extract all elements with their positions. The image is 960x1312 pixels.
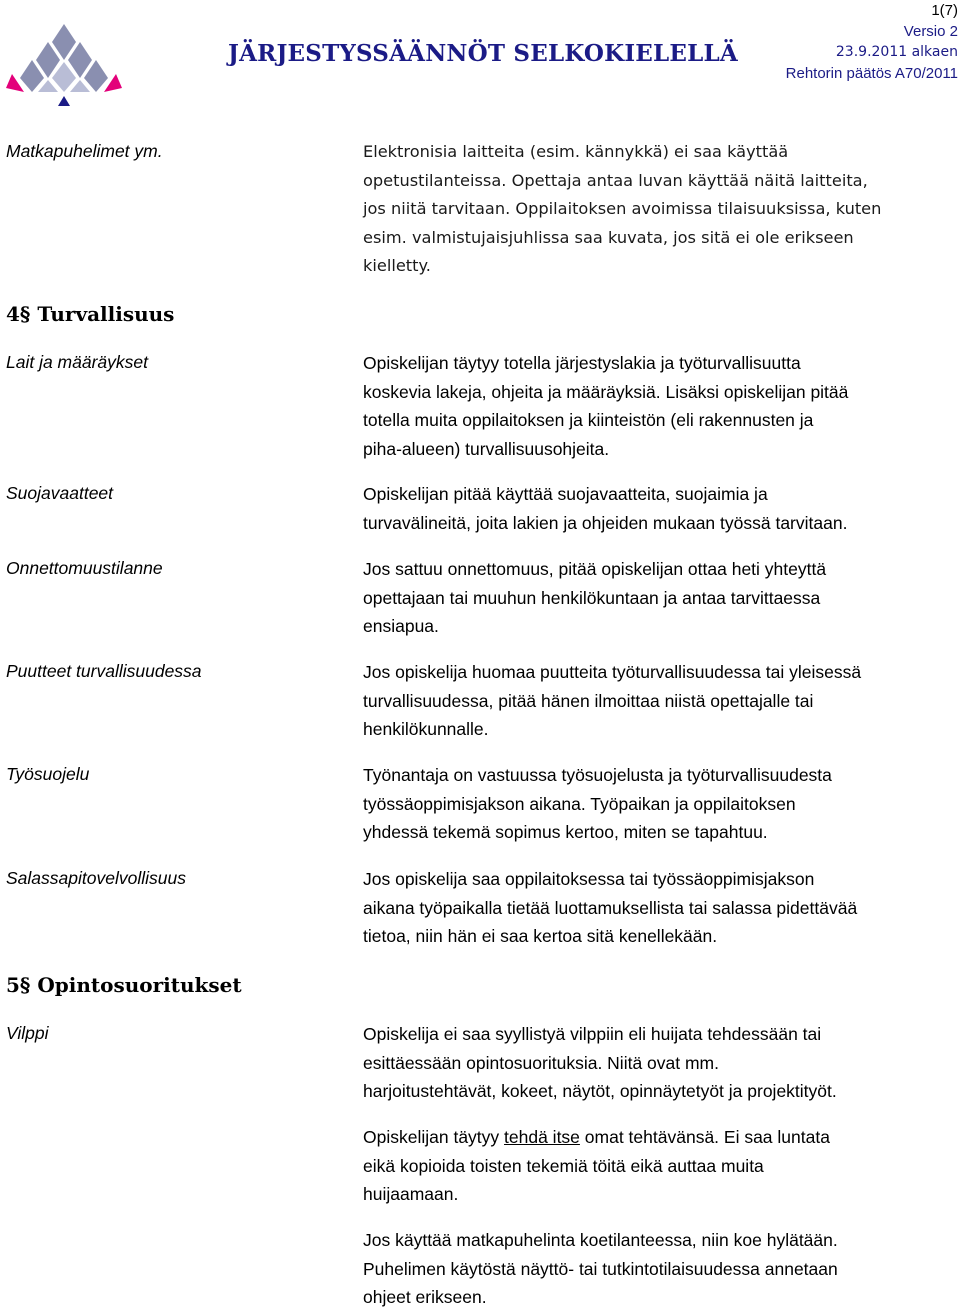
laws-label: Lait ja määräykset	[6, 352, 149, 372]
text-line: ohjeet erikseen.	[363, 1287, 487, 1307]
text-line: työssäoppimisjakson aikana. Työpaikan ja oppilaitoksen	[363, 793, 796, 814]
safety-defects-text	[363, 658, 923, 744]
occupational-safety-label: Työsuojelu	[6, 764, 90, 784]
text-line: Jos opiskelija huomaa puutteita työturvallisuudessa tai yleisessä	[363, 662, 862, 682]
document-title: JÄRJESTYSSÄÄNNÖT SELKOKIELELLÄ	[228, 40, 738, 67]
text-line: turvallisuudessa, pitää hänen ilmoittaa niistä opettajalle tai	[363, 690, 814, 711]
phones-label: Matkapuhelimet ym.	[6, 141, 163, 161]
accident-text	[363, 555, 923, 641]
text-line	[363, 1123, 923, 1152]
header-meta	[786, 0, 958, 84]
section-4-title: 4§ Turvallisuus	[6, 302, 175, 326]
text-line: Jos sattuu onnettomuus, pitää opiskelijan ottaa heti yhteyttä	[363, 559, 827, 579]
laws-text	[363, 349, 923, 463]
text-line: Työnantaja on vastuussa työsuojelusta ja työturvallisuudesta	[363, 765, 832, 785]
valid-from-date: 23.9.2011 alkaen	[835, 44, 958, 60]
occupational-safety-text	[363, 761, 923, 847]
text-line: tietoa, niin hän ei saa kertoa sitä kenellekään.	[363, 926, 718, 946]
safety-defects-label: Puutteet turvallisuudessa	[6, 661, 202, 681]
text-line: yhdessä tekemä sopimus kertoo, miten se tapahtuu.	[363, 822, 768, 842]
text-line: kielletty.	[363, 256, 431, 275]
page-number: 1(7)	[931, 2, 958, 19]
confidentiality-text	[363, 865, 923, 951]
text-line: piha-alueen) turvallisuusohjeita.	[363, 438, 610, 459]
text-line: ensiapua.	[363, 616, 439, 636]
decision-number: Rehtorin päätös A70/2011	[785, 65, 958, 82]
cheating-text-2	[363, 1123, 923, 1209]
text-fragment: omat tehtävänsä. Ei saa luntata	[579, 1127, 830, 1147]
text-line: Puhelimen käytöstä näyttö- tai tutkintotilaisuudessa annetaan	[363, 1258, 838, 1279]
text-line: opetustilanteissa. Opettaja antaa luvan käyttää näitä laitteita,	[363, 170, 868, 190]
text-line: eikä kopioida toisten tekemiä töitä eikä auttaa muita	[363, 1155, 764, 1176]
text-line: Elektronisia laitteita (esim. kännykkä) ei saa käyttää	[363, 142, 789, 161]
text-line: jos niitä tarvitaan. Oppilaitoksen avoimissa tilaisuuksissa, kuten	[363, 199, 882, 218]
phones-text	[363, 138, 923, 281]
text-line: Jos opiskelija saa oppilaitoksessa tai työssäoppimisjakson	[363, 869, 815, 889]
text-line: henkilökunnalle.	[363, 719, 489, 739]
text-line: turvavälineitä, joita lakien ja ohjeiden mukaan työssä tarvitaan.	[363, 512, 848, 533]
accident-label: Onnettomuustilanne	[6, 558, 163, 578]
text-line: huijaamaan.	[363, 1184, 459, 1204]
section-5-title: 5§ Opintosuoritukset	[6, 973, 242, 997]
confidentiality-label: Salassapitovelvollisuus	[6, 868, 186, 888]
protective-clothing-text	[363, 480, 923, 537]
text-line: Opiskelija ei saa syyllistyä vilppiin eli huijata tehdessään tai	[363, 1024, 822, 1044]
text-line: Jos käyttää matkapuhelinta koetilanteessa, niin koe hylätään.	[363, 1230, 838, 1250]
lapin-ammattiopisto-logo	[4, 18, 164, 108]
text-line: koskevia lakeja, ohjeita ja määräyksiä. Lisäksi opiskelijan pitää	[363, 381, 849, 402]
text-line: totella muita oppilaitoksen ja kiinteistön (eli rakennusten ja	[363, 410, 814, 430]
cheating-text-1	[363, 1020, 923, 1106]
text-line: harjoitustehtävät, kokeet, näytöt, opinnäytetyöt ja projektityöt.	[363, 1081, 837, 1101]
lotus-logo-icon	[4, 18, 164, 108]
page-header	[0, 0, 960, 112]
protective-clothing-label: Suojavaatteet	[6, 483, 114, 503]
text-line: Opiskelijan pitää käyttää suojavaatteita, suojaimia ja	[363, 484, 768, 504]
underlined-text: tehdä itse	[504, 1127, 580, 1147]
text-fragment: Opiskelijan täytyy	[363, 1127, 505, 1147]
text-line: Opiskelijan täytyy totella järjestyslakia ja työturvallisuutta	[363, 353, 801, 373]
version: Versio 2	[903, 23, 958, 40]
cheating-label: Vilppi	[6, 1023, 49, 1043]
text-line: esim. valmistujaisjuhlissa saa kuvata, jos sitä ei ole erikseen	[363, 227, 854, 247]
cheating-text-3	[363, 1226, 923, 1312]
text-line: opettajaan tai muuhun henkilökuntaan ja antaa tarvittaessa	[363, 587, 821, 608]
text-line: esittäessään opintosuorituksia. Niitä ovat mm.	[363, 1052, 719, 1073]
text-line: aikana työpaikalla tietää luottamuksellista tai salassa pidettävää	[363, 897, 858, 918]
